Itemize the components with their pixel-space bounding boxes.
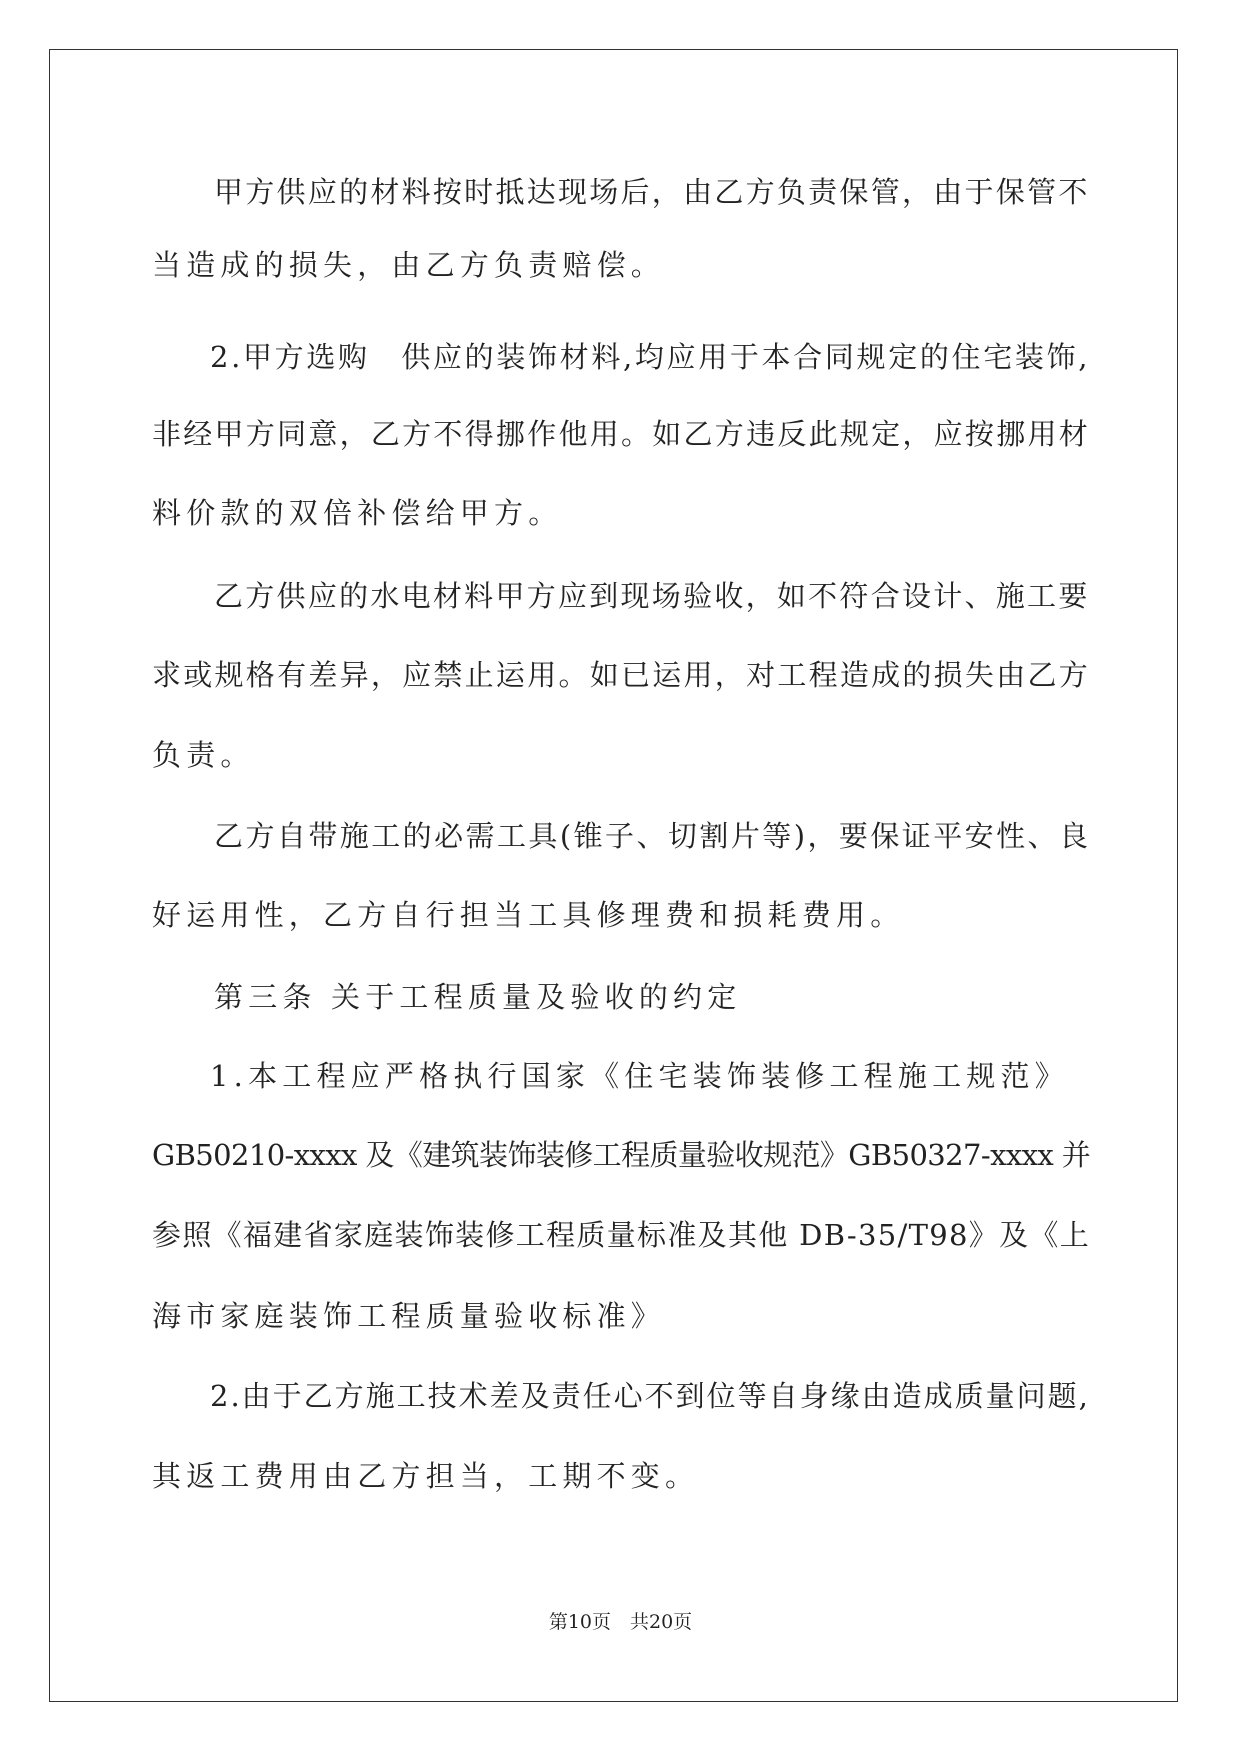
text-line: 好运用性，乙方自行担当工具修理费和损耗费用。 — [152, 898, 905, 932]
text-line: 乙方供应的水电材料甲方应到现场验收，如不符合设计、施工要 — [214, 579, 1090, 613]
text-line: 乙方自带施工的必需工具(锥子、切割片等)，要保证平安性、良 — [214, 819, 1091, 853]
text-line: 参照《福建省家庭装饰装修工程质量标准及其他 DB-35/T98》及《上 — [152, 1218, 1091, 1252]
text-line: 2.由于乙方施工技术差及责任心不到位等自身缘由造成质量问题, — [210, 1379, 1090, 1413]
text-line: 海市家庭装饰工程质量验收标准》 — [152, 1299, 666, 1333]
text-line: 2.甲方选购 供应的装饰材料,均应用于本合同规定的住宅装饰, — [210, 340, 1091, 374]
text-line: 甲方供应的材料按时抵达现场后，由乙方负责保管，由于保管不 — [214, 175, 1090, 209]
text-line: GB50210-xxxx 及《建筑装饰装修工程质量验收规范》GB50327-xxxx 并 — [152, 1138, 1091, 1172]
section-heading: 第三条 关于工程质量及验收的约定 — [214, 980, 742, 1014]
text-line: 求或规格有差异，应禁止运用。如已运用，对工程造成的损失由乙方 — [152, 658, 1091, 692]
text-line: 1.本工程应严格执行国家《住宅装饰装修工程施工规范》 — [210, 1059, 1069, 1093]
text-line: 当造成的损失，由乙方负责赔偿。 — [152, 248, 666, 282]
text-line: 非经甲方同意，乙方不得挪作他用。如乙方违反此规定，应按挪用材 — [152, 417, 1091, 451]
text-line: 料价款的双倍补偿给甲方。 — [152, 496, 563, 530]
text-line: 其返工费用由乙方担当，工期不变。 — [152, 1459, 700, 1493]
page-border — [49, 49, 1178, 1702]
text-line: 负责。 — [152, 738, 255, 772]
page-number: 第10页 共20页 — [548, 1611, 693, 1633]
